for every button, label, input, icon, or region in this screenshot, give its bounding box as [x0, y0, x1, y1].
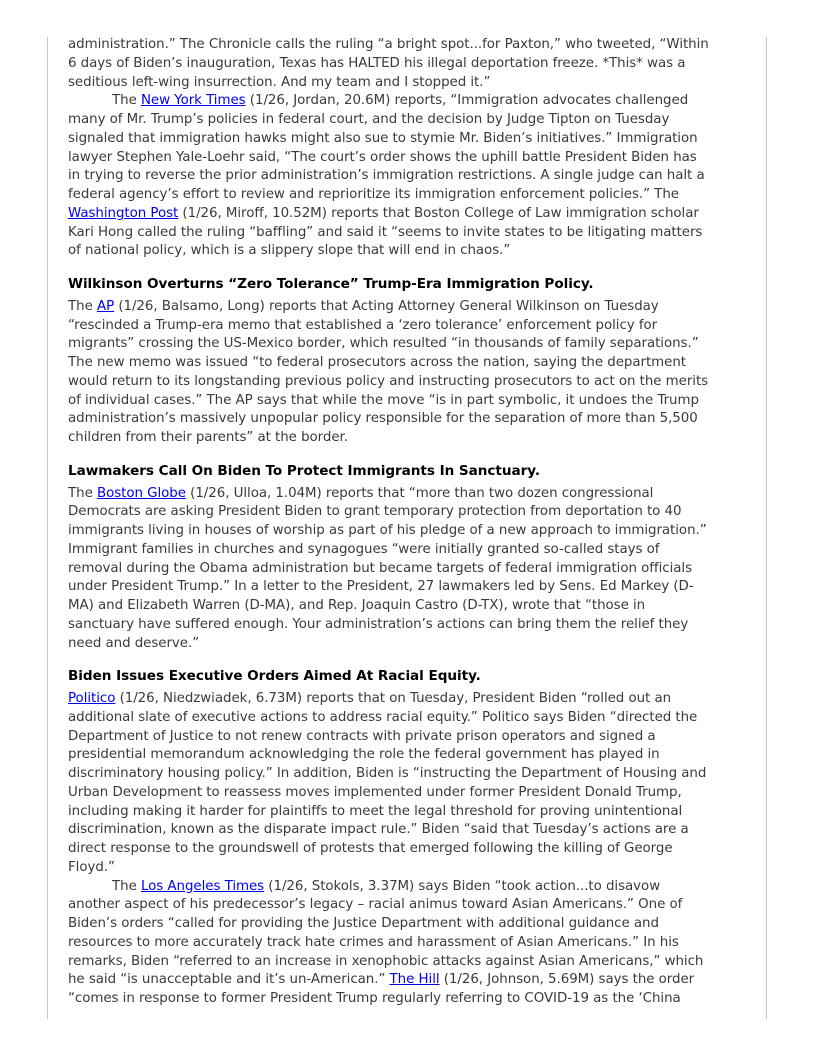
intro-paragraph — [68, 36, 750, 92]
text-line — [68, 205, 750, 224]
text-line: 6 days of Biden’s inauguration, Texas has HALTED his illegal deportation freeze. *This* was a — [68, 55, 686, 71]
text-line: lawyer Stephen Yale-Loehr said, “The court’s order shows the uphill battle President Biden has — [68, 149, 697, 165]
boston-globe-link[interactable]: Boston Globe — [96, 485, 186, 501]
text-line: under President Trump.” In a letter to the President, 27 lawmakers led by Sens. Ed Markey (D- — [68, 579, 694, 595]
text-line: Urban Development to reassess moves implemented under former President Donald Trump, — [68, 784, 682, 800]
text-line: administration.” The Chronicle calls the ruling “a bright spot...for Paxton,” who tweeted, “Within — [68, 37, 709, 52]
text-line: Department of Justice to not renew contracts with private prison operators and signed a — [68, 728, 656, 744]
text-line: in trying to reverse the prior administration’s immigration restrictions. A single judge can halt a — [68, 168, 705, 184]
text-line: MA) and Elizabeth Warren (D-MA), and Rep. Joaquin Castro (D-TX), wrote that “those in — [68, 598, 646, 613]
text-line: Immigrant families in churches and synagogues “were initially granted so-called stays of — [68, 541, 660, 557]
text-line: resources to more accurately track hate crimes and harassment of Asian Americans.” In his — [68, 934, 679, 950]
text-fragment: (1/26, Stokols, 3.37M) says Biden “took action...to disavow — [264, 878, 661, 894]
article-heading: Lawmakers Call On Biden To Protect Immigrants In Sanctuary. — [68, 462, 540, 479]
la-times-paragraph — [68, 878, 750, 1009]
nyt-paragraph — [68, 92, 750, 261]
text-line — [68, 298, 750, 317]
text-fragment: The — [68, 298, 97, 314]
text-line: discrimination, known as the disparate impact rule.” Biden “said that Tuesday’s actions are a — [68, 822, 689, 838]
text-line — [68, 690, 750, 709]
text-line: federal agency’s effort to review and reprioritize its immigration enforcement policies.” The — [68, 187, 679, 202]
new-york-times-link[interactable]: New York Times — [140, 93, 246, 109]
text-line: additional slate of executive actions to address racial equity.” Politico says Biden “directed the — [68, 709, 698, 725]
ap-link[interactable]: AP — [96, 298, 115, 314]
article-heading: Biden Issues Executive Orders Aimed At Racial Equity. — [68, 668, 481, 685]
text-fragment: (1/26, Balsamo, Long) reports that Acting Attorney General Wilkinson on Tuesday — [114, 298, 659, 314]
text-line: “comes in response to former President Trump regularly referring to COVID-19 as the ‘China — [68, 991, 681, 1006]
text-line: would return to its longstanding previous policy and instructing prosecutors to act on the merits — [68, 373, 709, 389]
text-line — [68, 92, 750, 111]
text-line: another aspect of his predecessor’s legacy – racial animus toward Asian Americans.” One of — [68, 897, 683, 913]
text-line: children from their parents” at the border. — [68, 430, 348, 445]
text-line: many of Mr. Trump’s policies in federal court, and the decision by Judge Tipton on Tuesday — [68, 112, 670, 127]
text-fragment: The — [112, 93, 141, 109]
text-fragment: (1/26, Ulloa, 1.04M) reports that “more than two dozen congressional — [185, 485, 654, 501]
article-paragraph — [68, 485, 750, 654]
text-fragment: he said “is unacceptable and it’s un-American.” — [68, 972, 390, 988]
article-paragraph — [68, 298, 750, 448]
text-line: remarks, Biden “referred to an increase in xenophobic attacks against Asian Americans,” which — [68, 953, 704, 969]
text-line: of individual cases.” The AP says that while the move “is in part symbolic, it undoes the Trump — [68, 392, 699, 408]
text-line: Floyd.” — [68, 859, 115, 875]
text-line: discriminatory housing policy.” In addition, Biden is “instructing the Department of Housing and — [68, 766, 707, 781]
text-line: of national policy, which is a slippery slope that will end in chaos.” — [68, 243, 511, 259]
text-fragment: (1/26, Johnson, 5.69M) says the order — [439, 972, 695, 988]
text-line: signaled that immigration hawks might also sue to stymie Mr. Biden’s initiatives.” Immigration — [68, 130, 698, 146]
text-fragment: (1/26, Jordan, 20.6M) reports, “Immigration advocates challenged — [245, 93, 689, 109]
text-line: immigrants living in houses of worship as part of his pledge of a new approach to immigration.” — [68, 523, 707, 538]
text-line: direct response to the groundswell of protests that emerged following the killing of George — [68, 841, 673, 856]
text-fragment: (1/26, Niedzwiadek, 6.73M) reports that on Tuesday, President Biden “rolled out an — [115, 691, 672, 706]
los-angeles-times-link[interactable]: Los Angeles Times — [140, 878, 265, 894]
text-line — [68, 485, 750, 504]
text-line: “rescinded a Trump-era memo that established a ‘zero tolerance’ enforcement policy for — [68, 317, 658, 333]
text-line: Biden’s orders “called for providing the Justice Department with additional guidance and — [68, 916, 659, 931]
text-line — [68, 971, 750, 990]
text-line: need and deserve.” — [68, 635, 200, 651]
text-line: migrants” crossing the US-Mexico border, which resulted “in thousands of family separations.” — [68, 336, 699, 352]
article-heading: Wilkinson Overturns “Zero Tolerance” Trump-Era Immigration Policy. — [68, 276, 594, 292]
text-line: administration’s massively unpopular policy responsible for the separation of more than 5,500 — [68, 411, 698, 427]
text-fragment: The — [112, 878, 141, 894]
text-line: sanctuary have suffered enough. Your administration’s actions can bring them the relief they — [68, 616, 689, 632]
the-hill-link[interactable]: The Hill — [389, 972, 440, 988]
text-line: Democrats are asking President Biden to grant temporary protection from deportation to 40 — [68, 504, 682, 520]
article-paragraph — [68, 690, 750, 878]
text-line: seditious left-wing insurrection. And my team and I stopped it.” — [68, 74, 491, 90]
text-line: presidential memorandum acknowledging the role the federal government has played in — [68, 747, 660, 763]
text-line: removal during the Obama administration but became targets of federal immigration officials — [68, 560, 693, 576]
text-line — [68, 878, 750, 897]
text-fragment: The — [68, 485, 97, 501]
text-line: including making it harder for plaintiffs to meet the legal threshold for proving unintentional — [68, 803, 683, 819]
document-body — [68, 36, 750, 1009]
politico-link[interactable]: Politico — [68, 691, 116, 706]
text-fragment: (1/26, Miroff, 10.52M) reports that Boston College of Law immigration scholar — [178, 205, 699, 221]
text-line: The new memo was issued “to federal prosecutors across the nation, saying the department — [68, 355, 686, 370]
text-line: Kari Hong called the ruling “baffling” and said it “seems to invite states to be litigating matters — [68, 224, 703, 240]
washington-post-link[interactable]: Washington Post — [68, 205, 179, 221]
